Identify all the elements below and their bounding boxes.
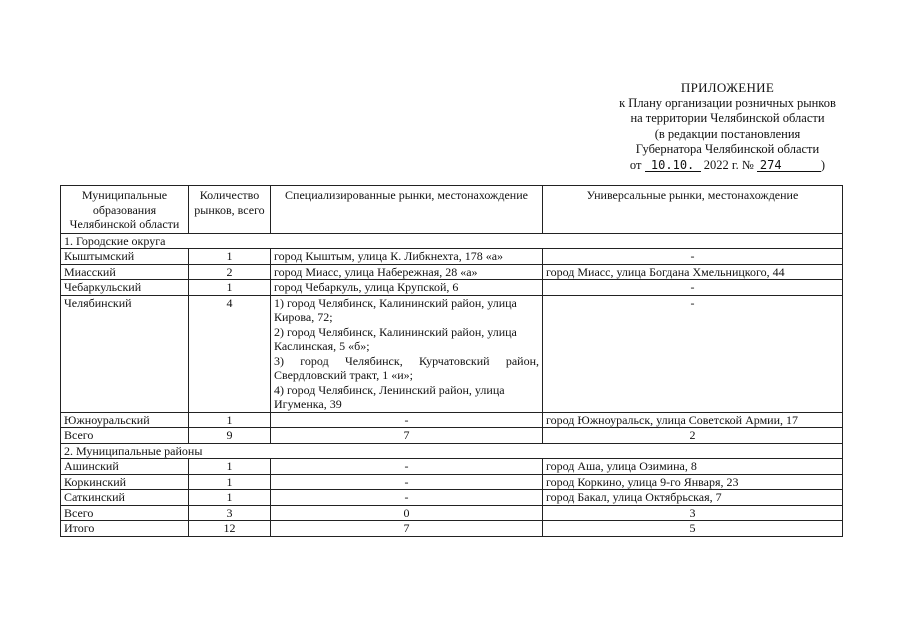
appendix-line-3: (в редакции постановления [654, 126, 801, 141]
cell-name: Южноуральский [61, 412, 189, 428]
cell-specialized: - [271, 490, 543, 506]
cell-universal: город Бакал, улица Октябрьская, 7 [543, 490, 843, 506]
date-prefix: от [629, 157, 642, 172]
table-row [61, 412, 843, 428]
cell-count: 1 [189, 459, 271, 475]
cell-count: 2 [189, 264, 271, 280]
cell-name: Коркинский [61, 474, 189, 490]
cell-count: 1 [189, 474, 271, 490]
cell-universal: 2 [543, 428, 843, 444]
appendix-header [585, 80, 870, 173]
cell-count: 1 [189, 412, 271, 428]
cell-specialized: 0 [271, 505, 543, 521]
table-row-chelyabinsk [61, 295, 843, 412]
table-row [61, 474, 843, 490]
cell-universal: город Южноуральск, улица Советской Армии, 17 [543, 412, 843, 428]
closing-paren: ) [820, 157, 826, 172]
column-header-municipality: Муниципальные образования Челябинской области [61, 186, 189, 234]
cell-universal: 5 [543, 521, 843, 537]
cell-universal: - [543, 295, 843, 412]
appendix-line-4: Губернатора Челябинской области [635, 142, 820, 156]
markets-table [60, 185, 843, 537]
market-address-3: 3) город Челябинск, Курчатовский район, Свердловский тракт, 1 «и»; [274, 353, 539, 382]
cell-universal: город Аша, улица Озимина, 8 [543, 459, 843, 475]
cell-specialized: город Миасс, улица Набережная, 28 «а» [271, 264, 543, 280]
cell-universal: город Коркино, улица 9-го Января, 23 [543, 474, 843, 490]
cell-specialized: - [271, 474, 543, 490]
cell-name: Миасский [61, 264, 189, 280]
cell-count: 3 [189, 505, 271, 521]
appendix-date-line [585, 158, 870, 174]
table-row [61, 459, 843, 475]
table-row [61, 264, 843, 280]
table-row [61, 280, 843, 296]
appendix-line-1: к Плану организации розничных рынков [619, 95, 836, 110]
table-row [61, 490, 843, 506]
cell-name: Кыштымский [61, 249, 189, 265]
cell-specialized: 7 [271, 428, 543, 444]
cell-name: Ашинский [61, 459, 189, 475]
table-row-subtotal [61, 505, 843, 521]
cell-specialized: - [271, 412, 543, 428]
cell-specialized: город Кыштым, улица К. Либкнехта, 178 «а» [271, 249, 543, 265]
cell-count: 1 [189, 249, 271, 265]
cell-universal: 3 [543, 505, 843, 521]
cell-count: 1 [189, 490, 271, 506]
section-row-municipal-districts [61, 443, 843, 459]
handwritten-date: 10.10. [645, 159, 701, 172]
cell-name: Саткинский [61, 490, 189, 506]
table-row-subtotal [61, 428, 843, 444]
year-text: 2022 г. № [703, 157, 754, 172]
cell-specialized-list [271, 295, 543, 412]
appendix-line-2: на территории Челябинской области [630, 111, 825, 125]
market-address-1: 1) город Челябинск, Калининский район, улица Кирова, 72; [274, 295, 517, 324]
table-header-row [61, 186, 843, 234]
table-row [61, 249, 843, 265]
cell-name: Итого [61, 521, 189, 537]
cell-specialized: - [271, 459, 543, 475]
column-header-universal: Универсальные рынки, местонахождение [543, 186, 843, 234]
cell-name: Челябинский [61, 295, 189, 412]
cell-specialized: город Чебаркуль, улица Крупской, 6 [271, 280, 543, 296]
cell-count: 12 [189, 521, 271, 537]
cell-count: 1 [189, 280, 271, 296]
cell-count: 4 [189, 295, 271, 412]
market-address-2: 2) город Челябинск, Калининский район, улица Каслинская, 5 «б»; [274, 324, 517, 353]
section-row-urban-districts [61, 233, 843, 249]
cell-universal: - [543, 249, 843, 265]
column-header-count: Количество рынков, всего [189, 186, 271, 234]
section-title: 1. Городские округа [61, 233, 843, 249]
column-header-specialized: Специализированные рынки, местонахождение [271, 186, 543, 234]
cell-count: 9 [189, 428, 271, 444]
cell-name: Всего [61, 428, 189, 444]
appendix-title: ПРИЛОЖЕНИЕ [680, 80, 775, 95]
cell-name: Чебаркульский [61, 280, 189, 296]
market-address-4: 4) город Челябинск, Ленинский район, улица Игуменка, 39 [274, 382, 505, 411]
cell-universal: - [543, 280, 843, 296]
cell-specialized: 7 [271, 521, 543, 537]
handwritten-number: 274 [757, 159, 821, 172]
cell-name: Всего [61, 505, 189, 521]
table-row-grand-total [61, 521, 843, 537]
cell-universal: город Миасс, улица Богдана Хмельницкого, 44 [543, 264, 843, 280]
section-title: 2. Муниципальные районы [61, 443, 843, 459]
